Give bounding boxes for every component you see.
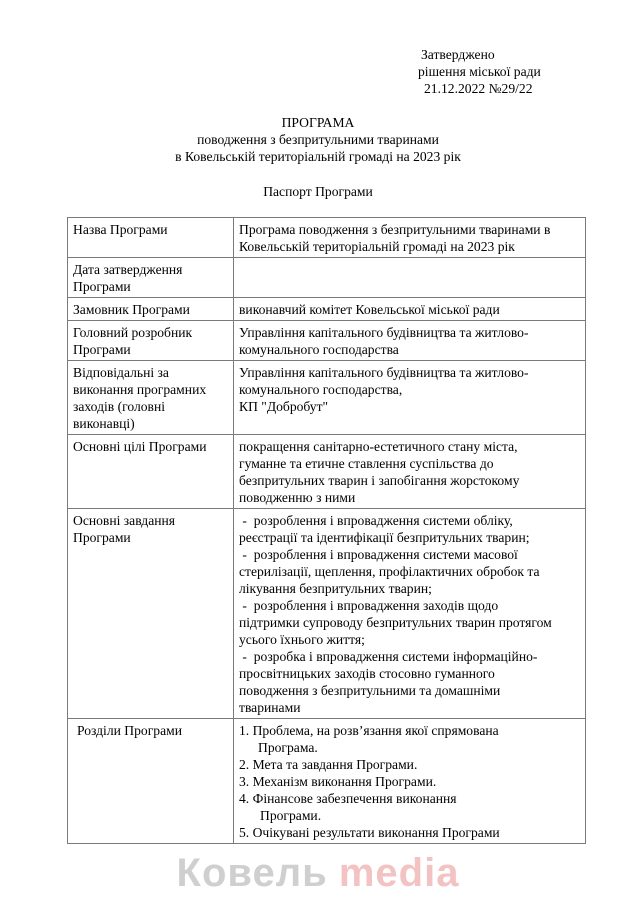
row-program-name [68, 218, 586, 258]
task-line: лікування безпритульних тварин; [239, 581, 432, 596]
section-line: 5. Очікувані результати виконання Програми [239, 825, 500, 840]
label-approval-date [68, 258, 234, 298]
value-approval-date [234, 258, 586, 298]
value-line: Програма поводження з безпритульними тваринами в [239, 222, 551, 237]
value-line: виконавчий комітет Ковельської міської ради [239, 302, 500, 317]
row-approval-date [68, 258, 586, 298]
label-developer [68, 321, 234, 361]
section-line: 2. Мета та завдання Програми. [239, 757, 418, 772]
task-line: просвітницьких заходів стосовно гуманного [239, 666, 495, 681]
task-line: тваринами [239, 700, 301, 715]
label-line: виконання програмних [73, 382, 207, 397]
value-sections [234, 719, 586, 844]
approval-stamp [418, 46, 618, 97]
task-line: усього їхнього життя; [239, 632, 365, 647]
row-tasks [68, 509, 586, 719]
title-line-2: поводження з безпритульними тваринами [197, 132, 439, 147]
label-tasks [68, 509, 234, 719]
value-executors [234, 361, 586, 435]
value-program-name [234, 218, 586, 258]
label-line: Розділи Програми [77, 723, 182, 738]
value-customer [234, 298, 586, 321]
label-line: заходів (головні [73, 399, 166, 414]
label-line: Головний розробник [73, 325, 193, 340]
watermark-logo [0, 848, 636, 898]
value-line: поводженню з ними [239, 490, 356, 505]
task-line: стерилізації, щеплення, профілактичних обробок та [239, 564, 540, 579]
value-line: Ковельській територіальній громаді на 2023 рік [239, 239, 515, 254]
value-line: Управління капітального будівництва та житлово- [239, 365, 529, 380]
section-line: Програми. [260, 808, 322, 823]
watermark-part-2: media [338, 851, 460, 895]
value-line: комунального господарства, [239, 382, 403, 397]
section-line: 3. Механізм виконання Програми. [239, 774, 437, 789]
label-line: Програми [73, 530, 131, 545]
value-line: Управління капітального будівництва та житлово- [239, 325, 529, 340]
label-line: виконавці) [73, 416, 135, 431]
section-line: 4. Фінансове забезпечення виконання [239, 791, 457, 806]
passport-heading: Паспорт Програми [263, 184, 373, 199]
value-line: гуманне та етичне ставлення суспільства до [239, 456, 494, 471]
approval-line-3: 21.12.2022 №29/22 [424, 81, 533, 96]
label-sections [68, 719, 234, 844]
value-tasks [234, 509, 586, 719]
label-customer [68, 298, 234, 321]
value-goals [234, 435, 586, 509]
task-line: реєстрації та ідентифікації безпритульних тварин; [239, 530, 530, 545]
title-line-1: ПРОГРАМА [281, 115, 355, 130]
label-line: Основні цілі Програми [73, 439, 207, 454]
label-goals [68, 435, 234, 509]
passport-table [67, 217, 586, 844]
document-title [0, 114, 636, 165]
value-line: КП "Добробут" [239, 399, 329, 414]
section-line: 1. Проблема, на розв’язання якої спрямована [239, 723, 499, 738]
task-line: підтримки супроводу безпритульних тварин протягом [239, 615, 552, 630]
label-line: Назва Програми [73, 222, 168, 237]
row-sections [68, 719, 586, 844]
task-line: - розроблення і впровадження заходів щодо [239, 598, 499, 613]
label-line: Замовник Програми [73, 302, 190, 317]
row-executors [68, 361, 586, 435]
value-line: безпритульних тварин і запобігання жорстокому [239, 473, 520, 488]
row-developer [68, 321, 586, 361]
value-line: комунального господарства [239, 342, 399, 357]
label-line: Дата затвердження [73, 262, 183, 277]
task-line: - розробка і впровадження системи інформаційно- [239, 649, 538, 664]
approval-line-1: Затверджено [421, 47, 495, 62]
title-line-3: в Ковельській територіальній громаді на 2023 рік [175, 149, 461, 164]
value-developer [234, 321, 586, 361]
label-program-name [68, 218, 234, 258]
approval-line-2: рішення міської ради [418, 64, 541, 79]
task-line: поводження з безпритульними та домашніми [239, 683, 501, 698]
label-line: Програми [73, 342, 131, 357]
watermark-part-1: Ковель [176, 851, 328, 895]
label-executors [68, 361, 234, 435]
value-line: покращення санітарно-естетичного стану міста, [239, 439, 518, 454]
label-line: Основні завдання [73, 513, 176, 528]
label-line: Програми [73, 279, 131, 294]
task-line: - розроблення і впровадження системи обліку, [239, 513, 513, 528]
task-line: - розроблення і впровадження системи масової [239, 547, 518, 562]
row-customer [68, 298, 586, 321]
section-line: Програма. [258, 740, 318, 755]
label-line: Відповідальні за [73, 365, 169, 380]
row-goals [68, 435, 586, 509]
